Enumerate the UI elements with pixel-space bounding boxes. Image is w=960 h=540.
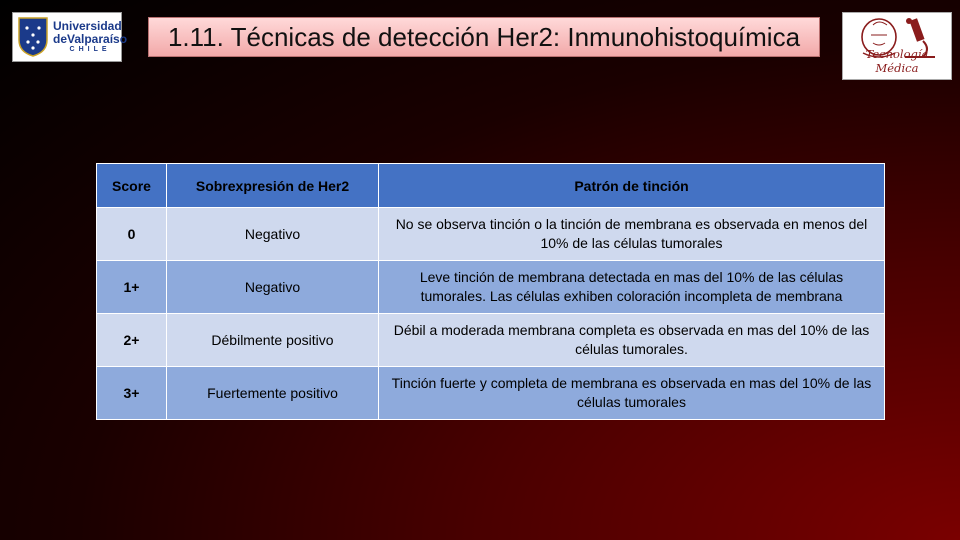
- pattern-cell: No se observa tinción o la tinción de membrana es observada en menos del 10% de las células tumorales: [379, 208, 885, 261]
- score-cell: 0: [97, 208, 167, 261]
- logo-line-3: CHILE: [69, 46, 111, 54]
- tecnologia-medica-logo: [842, 12, 952, 80]
- pattern-cell: Leve tinción de membrana detectada en mas del 10% de las células tumorales. Las células exhiben coloración incompleta de membrana: [379, 261, 885, 314]
- slide-title: 1.11. Técnicas de detección Her2: Inmunohistoquímica: [167, 21, 801, 52]
- table-row: [97, 261, 885, 314]
- header-pattern: Patrón de tinción: [379, 164, 885, 208]
- score-cell: 2+: [97, 314, 167, 367]
- table-header-row: [97, 164, 885, 208]
- score-cell: 1+: [97, 261, 167, 314]
- logo-line-1: Universidad: [53, 19, 122, 34]
- overexpression-cell: Débilmente positivo: [167, 314, 379, 367]
- overexpression-cell: Negativo: [167, 208, 379, 261]
- university-shield-icon: [17, 16, 49, 58]
- pattern-cell: Débil a moderada membrana completa es observada en mas del 10% de las células tumorales.: [379, 314, 885, 367]
- table-row: [97, 208, 885, 261]
- overexpression-cell: Negativo: [167, 261, 379, 314]
- pattern-cell: Tinción fuerte y completa de membrana es observada en mas del 10% de las células tumorales: [379, 367, 885, 420]
- logo-line-2: deValparaíso: [53, 31, 128, 46]
- overexpression-cell: Fuertemente positivo: [167, 367, 379, 420]
- score-cell: 3+: [97, 367, 167, 420]
- her2-score-table: [96, 163, 885, 420]
- table-row: [97, 314, 885, 367]
- logo-right-text: Tecnología Médica: [865, 47, 929, 75]
- slide-title-box: [148, 17, 820, 57]
- header-score: Score: [97, 164, 167, 208]
- universidad-valparaiso-logo: [12, 12, 128, 62]
- table-row: [97, 367, 885, 420]
- header-overexpression: Sobrexpresión de Her2: [167, 164, 379, 208]
